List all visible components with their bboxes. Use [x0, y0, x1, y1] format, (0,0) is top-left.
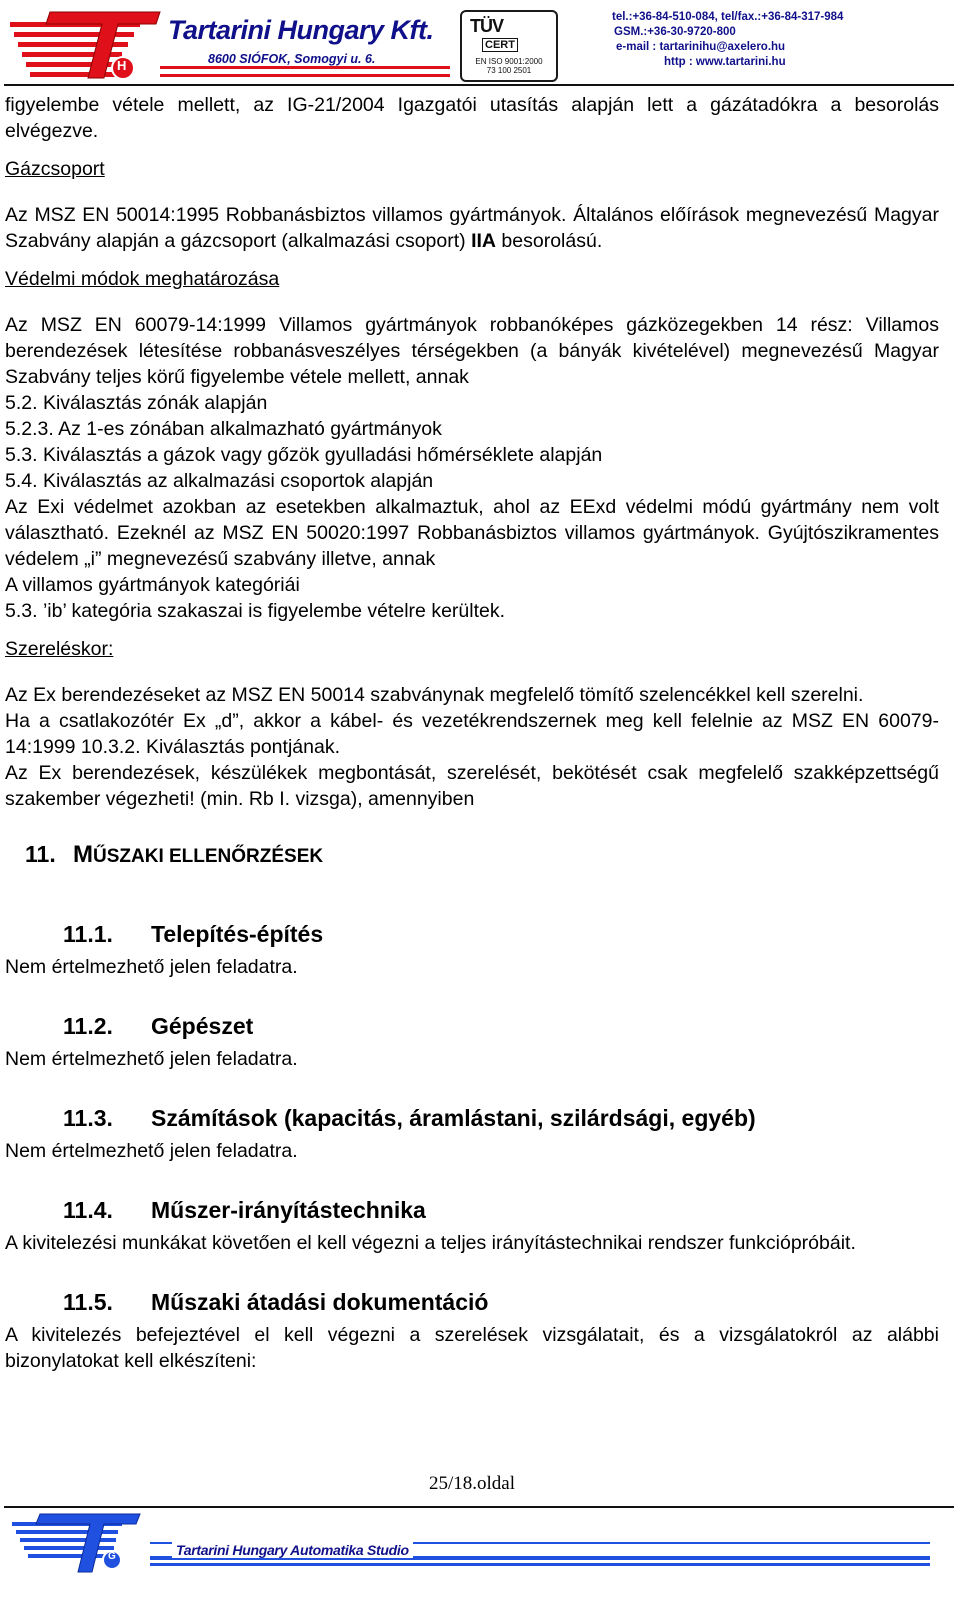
footer-divider — [4, 1506, 954, 1508]
page-number: 25/18.oldal — [428, 1473, 516, 1494]
subsection-heading: 11.4. Műszer-irányítástechnika — [63, 1197, 426, 1223]
gazcsoport-paragraph: Az MSZ EN 50014:1995 Robbanásbiztos villamos gyártmányok. Általános előírások megnevezésű Magyar Szabvány alapján a gázcsoport (alkalmazási csoport) IIA besorolású. — [5, 204, 939, 252]
subsection-text: Nem értelmezhető jelen feladatra. — [5, 956, 298, 978]
gazcsoport-heading: Gázcsoport — [5, 158, 105, 180]
subsection-heading: 11.2. Gépészet — [63, 1013, 254, 1039]
vedelmi-heading: Védelmi módok meghatározása — [5, 268, 280, 290]
page-header — [0, 0, 960, 88]
tuv-cert-badge — [460, 10, 558, 82]
subsection-heading: 11.3. Számítások (kapacitás, áramlástani, szilárdsági, egyéb) — [63, 1105, 756, 1131]
contact-email[interactable]: e-mail : tartarinihu@axelero.hu — [616, 41, 786, 53]
subsection-text: A kivitelezési munkákat követően el kell végezni a teljes irányítástechnikai rendszer funkciópróbáit. — [5, 1232, 856, 1254]
logo-letter: H — [117, 58, 127, 73]
subsection-text: A kivitelezés befejeztével el kell végezni a szerelések vizsgálatait, és a vizsgálatokról az alábbi bizonylatokat kell elkészíteni: — [5, 1324, 939, 1372]
szereles-paragraph-1: Az Ex berendezéseket az MSZ EN 50014 szabványnak megfelelő tömítő szelencékkel kell szerelni. — [5, 684, 864, 706]
vedelmi-item: 5.4. Kiválasztás az alkalmazási csoportok alapján — [5, 470, 434, 492]
tuv-logo: TÜV — [470, 16, 503, 36]
vedelmi-item: 5.2.3. Az 1-es zónában alkalmazható gyártmányok — [5, 418, 442, 440]
gazcsoport-class: IIA — [471, 230, 496, 252]
contact-gsm: GSM.:+36-30-9720-800 — [614, 26, 736, 38]
page-footer — [0, 1512, 960, 1597]
szereles-paragraph-2: Ha a csatlakozótér Ex „d”, akkor a kábel- és vezetékrendszernek meg kell felelnie az MSZ EN 60079-14:1999 10.3.2. Kiválasztás pontjának. — [5, 710, 939, 758]
footer-logo-letter: G — [108, 1551, 116, 1562]
contact-block — [612, 10, 843, 70]
header-divider — [4, 84, 954, 86]
szereles-heading: Szereléskor: — [5, 638, 114, 660]
subsection-text: Nem értelmezhető jelen feladatra. — [5, 1140, 298, 1162]
vedelmi-item: 5.3. Kiválasztás a gázok vagy gőzök gyulladási hőmérséklete alapján — [5, 444, 603, 466]
subsection-text: Nem értelmezhető jelen feladatra. — [5, 1048, 298, 1070]
cert-standard: EN ISO 9001:2000 73 100 2501 — [475, 57, 543, 75]
szereles-paragraph-3: Az Ex berendezések, készülékek megbontását, szerelését, bekötését csak megfelelő szakképzettségű szakember végezheti! (min. Rb I. vizsga), amennyiben — [5, 762, 939, 810]
contact-phone: tel.:+36-84-510-084, tel/fax.:+36-84-317-984 — [612, 11, 844, 23]
vedelmi-paragraph-1: Az MSZ EN 60079-14:1999 Villamos gyártmányok robbanóképes gázközegekben 14 rész: Villamos berendezések létesítése robbanásveszélyes térségekben (a bányák kivételével) megnevezésű Magyar Szabvány teljes körű figyelembe vétele mellett, annak — [5, 314, 939, 388]
document-body — [5, 92, 939, 1374]
vedelmi-item: 5.2. Kiválasztás zónák alapján — [5, 392, 268, 414]
subsection-heading: 11.5. Műszaki átadási dokumentáció — [63, 1289, 489, 1315]
vedelmi-line-4: 5.3. ’ib’ kategória szakaszai is figyelembe vételre kerültek. — [5, 600, 506, 622]
company-address: 8600 SIÓFOK, Somogyi u. 6. — [208, 52, 376, 66]
company-name: Tartarini Hungary Kft. — [168, 15, 434, 45]
intro-paragraph: figyelembe vétele mellett, az IG-21/2004 Igazgatói utasítás alapján lett a gázátadókra a besorolás elvégezve. — [5, 94, 939, 142]
footer-logo-icon — [0, 1512, 960, 1597]
subsection-heading: 11.1. Telepítés-építés — [63, 921, 324, 947]
cert-label: CERT — [482, 38, 518, 52]
vedelmi-line-3: A villamos gyártmányok kategóriái — [5, 574, 300, 596]
footer-text: Tartarini Hungary Automatika Studio — [172, 1542, 413, 1558]
vedelmi-paragraph-2: Az Exi védelmet azokban az esetekben alkalmaztuk, ahol az EExd védelmi módú gyártmány nem volt választható. Ezeknél az MSZ EN 50020:1997 Robbanásbiztos villamos gyártmányok. Gyújtószikramentes védelem „i” megnevezésű szabvány illetve, annak — [5, 496, 939, 570]
section-heading: 11. MŰSZAKI ELLENŐRZÉSEK — [25, 841, 324, 868]
contact-web[interactable]: http : www.tartarini.hu — [664, 56, 786, 68]
